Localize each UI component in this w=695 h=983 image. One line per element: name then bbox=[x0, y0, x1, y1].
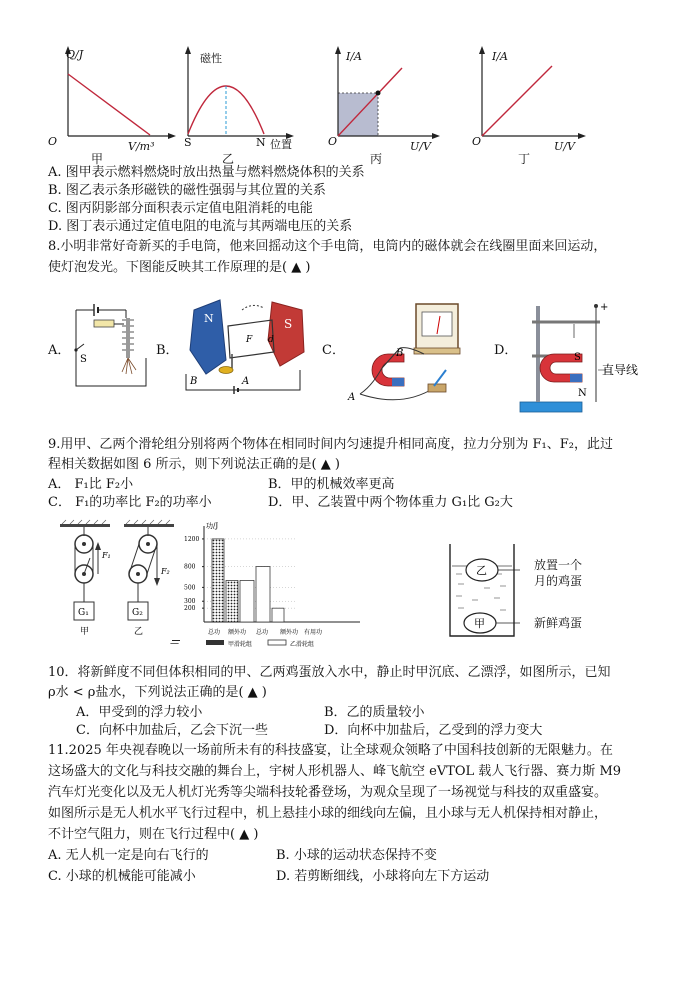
q11-option-a: A. 无人机一定是向右飞行的 bbox=[48, 848, 209, 863]
chart-legend-label-2: 乙滑轮组 bbox=[290, 641, 315, 648]
chart-cat-label-1: 总功 bbox=[208, 629, 221, 636]
graph-row bbox=[0, 40, 695, 165]
egg-label-old-1: 放置一个 bbox=[534, 558, 583, 572]
graph-ding bbox=[466, 40, 606, 165]
chart-bar-yi-extra bbox=[272, 608, 284, 622]
q9-yi: 乙 bbox=[134, 627, 144, 637]
q8-fig-d-plus: + bbox=[600, 302, 609, 313]
graph-ding-xlabel: U/V bbox=[554, 140, 575, 153]
chart-ytick-label-0: 200 bbox=[184, 605, 196, 613]
q9-f2: F₂ bbox=[161, 567, 170, 576]
graph-bing-ylabel: I/A bbox=[346, 50, 362, 63]
graph-bing-xlabel: U/V bbox=[410, 140, 431, 153]
q11-stem-line1: 11.2025 年央视春晚以一场前所未有的科技盛宴，让全球观众领略了中国科技创新的无限魅力。在 bbox=[48, 743, 613, 758]
q9-option-c: C． F₁的功率比 F₂的功率小 bbox=[48, 495, 212, 510]
q9-g2: G₂ bbox=[132, 608, 143, 618]
chart-cat-label-5: 有用功 bbox=[304, 629, 323, 636]
q8-fig-d-n: N bbox=[578, 388, 587, 399]
q9-g1: G₁ bbox=[78, 608, 89, 618]
q7-option-d: D. 图丁表示通过定值电阻的电流与其两端电压的关系 bbox=[48, 219, 353, 234]
q10-egg-beaker-figure bbox=[444, 540, 524, 640]
chart-ytick-label-3: 800 bbox=[184, 563, 196, 571]
q11-stem-line4: 如图所示是无人机水平飞行过程中，机上悬挂小球的细线向左偏，且小球与无人机保持相对静止， bbox=[48, 806, 608, 821]
chart-cat-label-3: 总功 bbox=[256, 629, 269, 636]
chart-legend-swatch-1 bbox=[206, 640, 224, 645]
chart-ytick-label-2: 500 bbox=[184, 584, 196, 592]
graph-yi-ylabel: 磁性 bbox=[200, 52, 222, 65]
q8-label-b: B． bbox=[156, 343, 179, 358]
q10-option-c: C．向杯中加盐后，乙会下沉一些 bbox=[76, 723, 268, 738]
q8-fig-b-a: A bbox=[242, 376, 250, 387]
q8-fig-d-wire: 直导线 bbox=[602, 363, 639, 377]
graph-yi-caption: 乙 bbox=[222, 152, 235, 166]
graph-bing-origin: O bbox=[328, 135, 338, 148]
q9-stem-line2: 程相关数据如图 6 所示，则下列说法正确的是( ▲ ) bbox=[48, 457, 340, 472]
chart-ytick-label-4: 1200 bbox=[184, 535, 200, 543]
graph-jia-origin: O bbox=[48, 135, 58, 148]
graph-jia bbox=[40, 40, 180, 165]
q8-fig-b-b: B bbox=[190, 376, 198, 387]
graph-bing-caption: 丙 bbox=[370, 152, 383, 166]
q9-option-d: D．甲、乙装置中两个物体重力 G₁比 G₂大 bbox=[268, 495, 513, 510]
chart-cat-label-4: 额外功 bbox=[280, 629, 299, 636]
q8-fig-b-f: F bbox=[246, 335, 253, 345]
q9-jia: 甲 bbox=[80, 627, 90, 637]
chart-legend-swatch-2 bbox=[268, 640, 286, 645]
chart-dash-mark: — bbox=[170, 639, 179, 649]
graph-yi-right: N bbox=[256, 136, 266, 149]
q8-stem-line1: 8.小明非常好奇新买的手电筒，他来回摇动这个手电筒，电筒内的磁体就会在线圈里面来回运动， bbox=[48, 239, 607, 254]
q11-stem-line5: 不计空气阻力，则在飞行过程中( ▲ ) bbox=[48, 827, 259, 842]
graph-ding-caption: 丁 bbox=[518, 152, 531, 166]
q7-option-c: C. 图丙阴影部分面积表示定值电阻消耗的电能 bbox=[48, 201, 313, 216]
q11-stem-line2: 这场盛大的文化与科技交融的舞台上，宇树人形机器人、峰飞航空 eVTOL 载人飞行器、赛力斯 M9 bbox=[48, 764, 622, 779]
q8-fig-b-n: N bbox=[204, 312, 214, 325]
q8-fig-b-d: d bbox=[268, 335, 274, 345]
chart-bar-yi-total bbox=[256, 567, 270, 622]
chart-cat-label-2: 额外功 bbox=[228, 629, 247, 636]
q8-fig-b-s: S bbox=[284, 317, 293, 331]
graph-yi-left: S bbox=[184, 136, 192, 149]
q7-option-b: B. 图乙表示条形磁铁的磁性强弱与其位置的关系 bbox=[48, 183, 326, 198]
q8-fig-a-s: S bbox=[80, 354, 87, 365]
q9-work-bar-chart bbox=[170, 518, 372, 650]
q9-option-a: A． F₁比 F₂小 bbox=[48, 477, 134, 492]
q9-stem-line1: 9.用甲、乙两个滑轮组分别将两个物体在相同时间内匀速提升相同高度，拉力分别为 F₁、F₂，此过 bbox=[48, 437, 613, 452]
egg-label-old-2: 月的鸡蛋 bbox=[534, 574, 583, 588]
q8-stem-line2: 使灯泡发光。下图能反映其工作原理的是( ▲ ) bbox=[48, 260, 311, 275]
q7-option-a: A. 图甲表示燃料燃烧时放出热量与燃料燃烧体积的关系 bbox=[48, 165, 365, 180]
q8-fig-c-b: B bbox=[396, 348, 404, 359]
q10-option-b: B．乙的质量较小 bbox=[324, 705, 425, 720]
q8-label-a: A． bbox=[48, 343, 71, 358]
egg-yi-label: 乙 bbox=[476, 564, 487, 577]
q8-label-c: C． bbox=[322, 343, 345, 358]
graph-ding-ylabel: I/A bbox=[492, 50, 508, 63]
graph-jia-xlabel: V/m³ bbox=[128, 140, 155, 153]
chart-bar-jia-total bbox=[212, 539, 224, 622]
q8-figure-a-electromagnet bbox=[66, 298, 156, 398]
q9-f1: F₁ bbox=[102, 551, 111, 560]
q8-figure-d-oersted bbox=[514, 298, 654, 416]
graph-jia-ylabel: Q/J bbox=[66, 48, 84, 61]
graph-jia-caption: 甲 bbox=[91, 152, 104, 166]
graph-ding-origin: O bbox=[472, 135, 482, 148]
q11-option-d: D. 若剪断细线，小球将向左下方运动 bbox=[276, 869, 490, 884]
chart-legend-label-1: 甲滑轮组 bbox=[228, 641, 253, 648]
q8-figure-b-motor bbox=[176, 290, 316, 402]
q10-stem-line1: 10．将新鲜度不同但体积相同的甲、乙两鸡蛋放入水中，静止时甲沉底、乙漂浮，如图所示，已知 bbox=[48, 665, 611, 680]
q9-pulley-figure bbox=[58, 518, 178, 648]
q8-label-d: D． bbox=[494, 343, 518, 358]
q11-stem-line3: 汽车灯光变化以及无人机灯光秀等尖端科技轮番登场，为观众呈现了一场视觉与科技的双重盛宴。 bbox=[48, 785, 608, 800]
q8-fig-c-a: A bbox=[348, 392, 356, 403]
q8-figure-c-generator bbox=[342, 298, 472, 406]
graph-bing bbox=[318, 40, 458, 165]
q11-option-c: C. 小球的机械能可能减小 bbox=[48, 869, 196, 884]
chart-bar-jia-extra bbox=[226, 580, 238, 622]
q11-option-b: B. 小球的运动状态保持不变 bbox=[276, 848, 437, 863]
chart-bar-yi-useful bbox=[240, 580, 254, 622]
q9-option-b: B．甲的机械效率更高 bbox=[268, 477, 395, 492]
chart-underscore bbox=[172, 640, 180, 641]
egg-jia-label: 甲 bbox=[474, 617, 485, 630]
chart-ylabel: 功/J bbox=[206, 522, 219, 530]
chart-ytick-label-1: 300 bbox=[184, 598, 196, 606]
q10-stem-line2: ρ水 < ρ盐水，下列说法正确的是( ▲ ) bbox=[48, 685, 267, 700]
q10-option-d: D．向杯中加盐后，乙受到的浮力变大 bbox=[324, 723, 543, 738]
graph-yi-xlabel: 位置 bbox=[270, 138, 292, 151]
q10-option-a: A．甲受到的浮力较小 bbox=[76, 705, 203, 720]
egg-label-fresh: 新鲜鸡蛋 bbox=[534, 616, 583, 630]
q8-fig-d-s: S bbox=[574, 352, 581, 363]
